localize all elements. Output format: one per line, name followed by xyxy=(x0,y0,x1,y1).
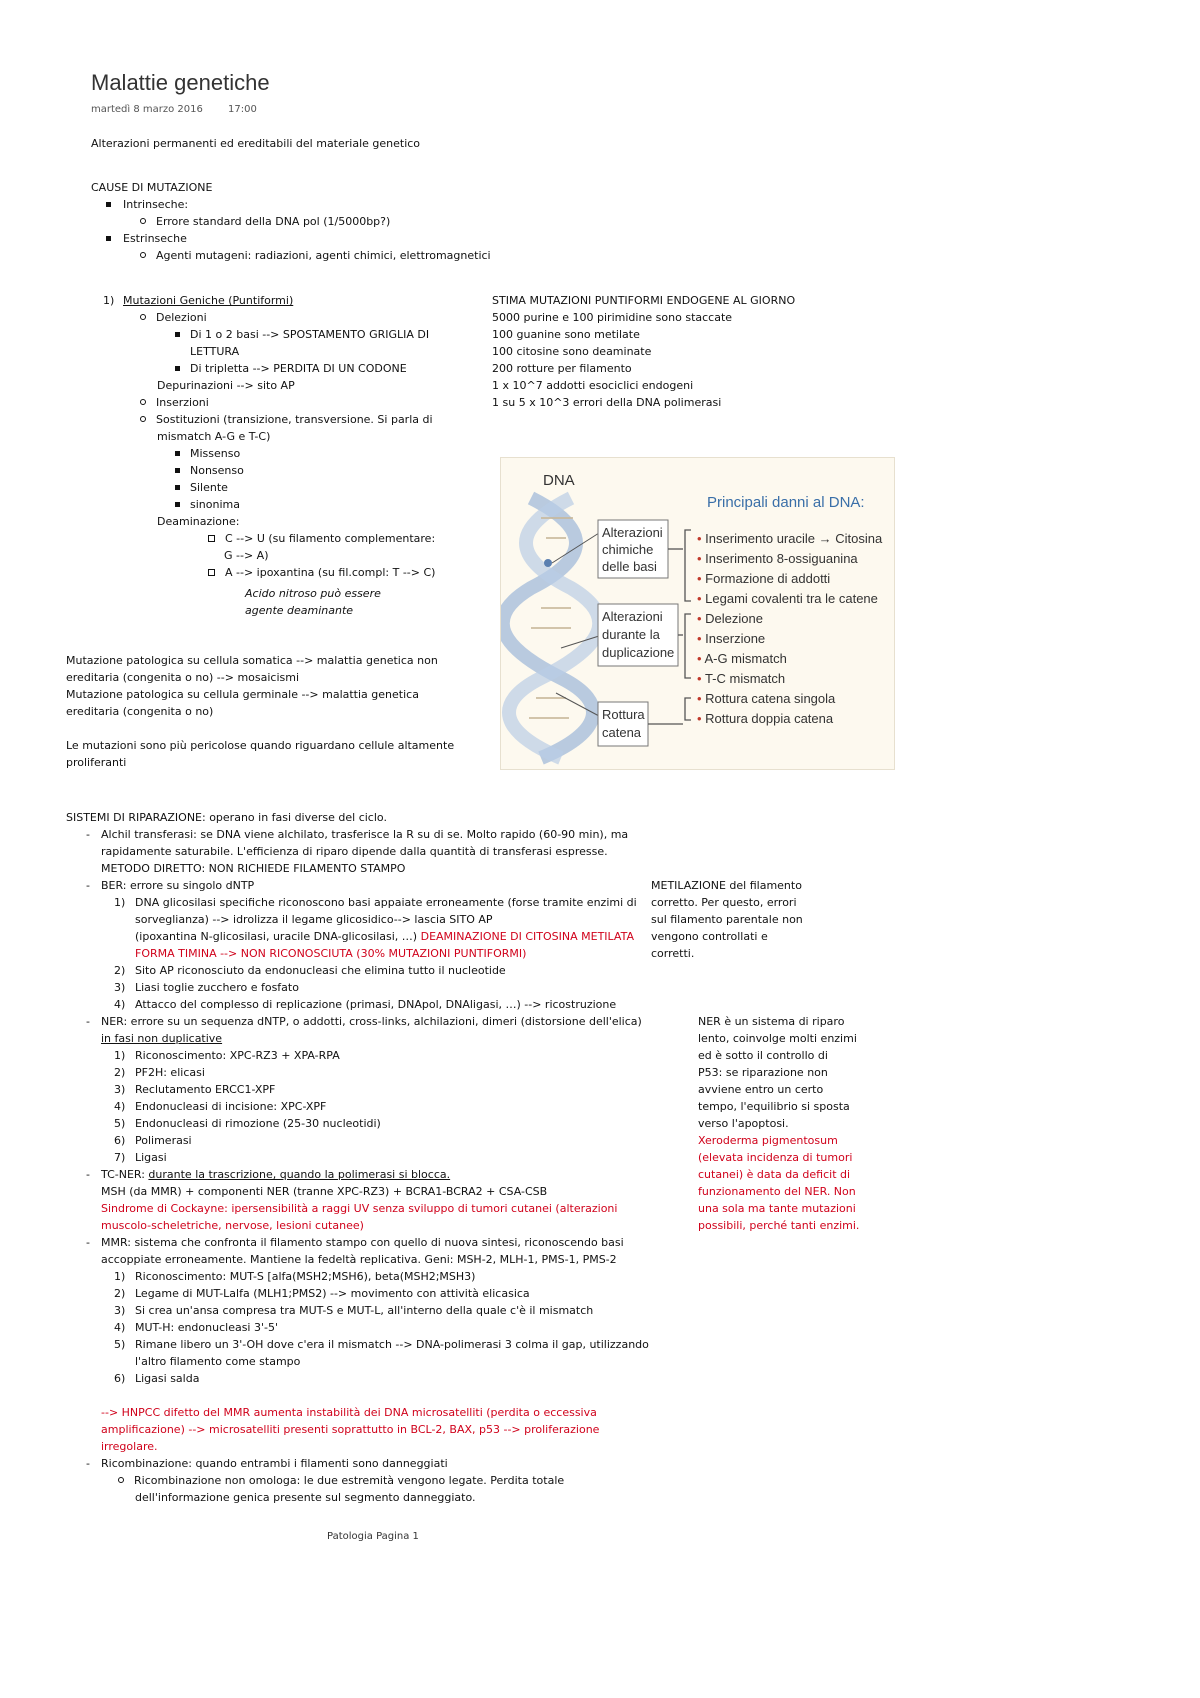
tcner-line-red: muscolo-scheletriche, nervose, lesioni cutanee) xyxy=(101,1219,364,1232)
mmr-item-cont: l'altro filamento come stampo xyxy=(135,1355,301,1368)
square-bullet-icon xyxy=(175,502,180,507)
page-time: 17:00 xyxy=(228,104,257,115)
figure-item: • T-C mismatch xyxy=(697,671,786,686)
dash-bullet: - xyxy=(86,1168,90,1181)
mmr-num: 6) xyxy=(114,1372,126,1385)
causes-heading: CAUSE DI MUTAZIONE xyxy=(91,181,213,194)
ber-line: Sito AP riconosciuto da endonucleasi che elimina tutto il nucleotide xyxy=(135,964,506,977)
geniche-deaminazione: Deaminazione: xyxy=(157,515,240,528)
ner-num: 4) xyxy=(114,1100,126,1113)
causes-estrinseche-item: Agenti mutageni: radiazioni, agenti chimici, elettromagnetici xyxy=(140,247,491,264)
square-bullet-icon xyxy=(175,332,180,337)
figure-item: • Rottura catena singola xyxy=(697,691,836,706)
ner-item: Reclutamento ERCC1-XPF xyxy=(135,1083,276,1096)
ner-num: 5) xyxy=(114,1117,126,1130)
ber-line-red: FORMA TIMINA --> NON RICONOSCIUTA (30% MUTAZIONI PUNTIFORMI) xyxy=(135,947,527,960)
ber-num: 3) xyxy=(114,981,126,994)
square-bullet-icon xyxy=(175,451,180,456)
deam-note-cont: agente deaminante xyxy=(245,604,354,617)
ber-num: 2) xyxy=(114,964,126,977)
side-note-metilazione: METILAZIONE del filamento corretto. Per questo, errori sul filamento parentale non vengono controllati e corretti. xyxy=(651,879,803,960)
ner-item: Riconoscimento: XPC-RZ3 + XPA-RPA xyxy=(135,1049,340,1062)
ricomb-item: Ricombinazione non omologa: le due estremità vengono legate. Perdita totale xyxy=(118,1472,564,1489)
circle-bullet-icon xyxy=(118,1477,124,1483)
stima-line: 100 citosine sono deaminate xyxy=(492,345,652,358)
ner-num: 2) xyxy=(114,1066,126,1079)
ner-num: 1) xyxy=(114,1049,126,1062)
circle-bullet-icon xyxy=(140,399,146,405)
alchil-line: Alchil transferasi: se DNA viene alchilato, trasferisce la R su di se. Molto rapido (60-90 min), ma xyxy=(101,828,629,841)
ner-item: Polimerasi xyxy=(135,1134,192,1147)
deam-item2: A --> ipoxantina (su fil.compl: T --> C) xyxy=(208,564,435,581)
figure-item: • Inserzione xyxy=(697,631,766,646)
deam-note: Acido nitroso può essere xyxy=(245,587,381,600)
stima-line: 100 guanine sono metilate xyxy=(492,328,640,341)
side-note-ner: NER è un sistema di riparo lento, coinvolge molti enzimi ed è sotto il controllo di P53: se riparazione non avviene entro un certo tempo, l'equilibrio si sposta verso l'apoptosi. xyxy=(698,1015,857,1130)
figure-item: • Inserimento uracile → Citosina xyxy=(697,531,883,546)
mmr-line: MMR: sistema che confronta il filamento stampo con quello di nuova sintesi, riconoscendo basi xyxy=(101,1236,624,1249)
hnpcc-line: irregolare. xyxy=(101,1440,158,1453)
geniche-del-item1-cont: LETTURA xyxy=(190,345,240,358)
ner-num: 3) xyxy=(114,1083,126,1096)
geniche-delezioni: Delezioni xyxy=(140,309,207,326)
checkbox-square-icon xyxy=(208,569,215,576)
geniche-del-item2: Di tripletta --> PERDITA DI UN CODONE xyxy=(175,360,407,377)
mmr-item: MUT-H: endonucleasi 3'-5' xyxy=(135,1321,278,1334)
ber-heading: BER: errore su singolo dNTP xyxy=(101,879,255,892)
figure-item: • Rottura doppia catena xyxy=(697,711,834,726)
patologica-line: Mutazione patologica su cellula somatica --> malattia genetica non xyxy=(66,654,438,667)
ner-num: 6) xyxy=(114,1134,126,1147)
dash-bullet: - xyxy=(86,1457,90,1470)
circle-bullet-icon xyxy=(140,218,146,224)
square-bullet-icon xyxy=(175,485,180,490)
alchil-line: rapidamente saturabile. L'efficienza di riparo dipende dalla quantità di transferasi espresse. xyxy=(101,845,608,858)
alchil-line: METODO DIRETTO: NON RICHIEDE FILAMENTO STAMPO xyxy=(101,862,406,875)
figure-dna-label: DNA xyxy=(543,472,575,489)
geniche-del-item1: Di 1 o 2 basi --> SPOSTAMENTO GRIGLIA DI xyxy=(175,326,429,343)
ricomb-line: Ricombinazione: quando entrambi i filamenti sono danneggiati xyxy=(101,1457,448,1470)
ner-line: in fasi non duplicative xyxy=(101,1032,223,1045)
figure-group-break xyxy=(697,689,835,729)
square-bullet-icon xyxy=(106,236,111,241)
stima-line: 5000 purine e 100 pirimidine sono staccate xyxy=(492,311,733,324)
geniche-number: 1) xyxy=(103,294,115,307)
mmr-item: Legame di MUT-Lalfa (MLH1;PMS2) --> movimento con attività elicasica xyxy=(135,1287,530,1300)
sost-item: Missenso xyxy=(175,445,240,462)
figure-group-chemical xyxy=(697,529,882,609)
ner-item: Endonucleasi di incisione: XPC-XPF xyxy=(135,1100,327,1113)
tcner-line: TC-NER: durante la trascrizione, quando la polimerasi si blocca. xyxy=(101,1168,451,1181)
mmr-num: 1) xyxy=(114,1270,126,1283)
mmr-num: 2) xyxy=(114,1287,126,1300)
ner-item: Endonucleasi di rimozione (25-30 nucleotidi) xyxy=(135,1117,381,1130)
hnpcc-line: --> HNPCC difetto del MMR aumenta instabilità dei DNA microsatelliti (perdita o eccessiva xyxy=(101,1406,597,1419)
deam-item1-cont: G --> A) xyxy=(224,549,269,562)
causes-intrinseche-item: Errore standard della DNA pol (1/5000bp?) xyxy=(140,213,390,230)
ner-item: PF2H: elicasi xyxy=(135,1066,205,1079)
geniche-sostituzioni-cont: mismatch A-G e T-C) xyxy=(157,430,271,443)
square-bullet-icon xyxy=(175,468,180,473)
dash-bullet: - xyxy=(86,1015,90,1028)
patologica-line: ereditaria (congenita o no) --> mosaicismi xyxy=(66,671,300,684)
figure-item: • Delezione xyxy=(697,611,763,626)
square-bullet-icon xyxy=(175,366,180,371)
figure-box-chemical: Alterazioni chimiche delle basi xyxy=(602,525,663,574)
page-date: martedì 8 marzo 2016 xyxy=(91,104,203,115)
mmr-num: 3) xyxy=(114,1304,126,1317)
hnpcc-line: amplificazione) --> microsatelliti presenti soprattutto in BCL-2, BAX, p53 --> proliferazione xyxy=(101,1423,600,1436)
ber-line: DNA glicosilasi specifiche riconoscono basi appaiate erroneamente (forse tramite enzimi di xyxy=(135,896,637,909)
mmr-item: Ligasi salda xyxy=(135,1372,200,1385)
intro-text: Alterazioni permanenti ed ereditabili del materiale genetico xyxy=(91,137,421,150)
tcner-line: MSH (da MMR) + componenti NER (tranne XPC-RZ3) + BCRA1-BCRA2 + CSA-CSB xyxy=(101,1185,548,1198)
ber-line: (ipoxantina N-glicosilasi, uracile DNA-glicosilasi, …) DEAMINAZIONE DI CITOSINA METILATA xyxy=(135,930,634,943)
figure-box-duplication: Alterazioni durante la duplicazione xyxy=(602,609,675,660)
ber-line: Liasi toglie zucchero e fosfato xyxy=(135,981,299,994)
ricomb-item-cont: dell'informazione genica presente sul segmento danneggiato. xyxy=(135,1491,476,1504)
figure-box-break: Rottura catena xyxy=(602,707,645,740)
ber-line: Attacco del complesso di replicazione (primasi, DNApol, DNAligasi, …) --> ricostruzione xyxy=(135,998,617,1011)
ber-num: 4) xyxy=(114,998,126,1011)
dash-bullet: - xyxy=(86,828,90,841)
figure-group-duplication xyxy=(697,609,787,689)
dash-bullet: - xyxy=(86,879,90,892)
ner-line: NER: errore su un sequenza dNTP, o addotti, cross-links, alchilazioni, dimeri (distorsione dell'elica) xyxy=(101,1015,642,1028)
figure-item: • A-G mismatch xyxy=(697,651,787,666)
side-note-xeroderma: Xeroderma pigmentosum (elevata incidenza di tumori cutanei) è data da deficit di funzionamento del NER. Non una sola ma tante mutazioni possibili, perché tanti enzimi. xyxy=(698,1134,860,1232)
dash-bullet: - xyxy=(86,1236,90,1249)
tcner-line-red: Sindrome di Cockayne: ipersensibilità a raggi UV senza sviluppo di tumori cutanei (alterazioni xyxy=(101,1202,618,1215)
stima-line: 1 x 10^7 addotti esociclici endogeni xyxy=(492,379,694,392)
mmr-num: 5) xyxy=(114,1338,126,1351)
patologica-line: Mutazione patologica su cellula germinale --> malattia genetica xyxy=(66,688,419,701)
sistemi-heading: SISTEMI DI RIPARAZIONE: operano in fasi diverse del ciclo. xyxy=(66,811,387,824)
dna-damage-figure xyxy=(500,457,895,770)
causes-estrinseche: Estrinseche xyxy=(106,230,187,247)
mmr-line: accoppiate erroneamente. Mantiene la fedeltà replicativa. Geni: MSH-2, MLH-1, PMS-1, PMS-2 xyxy=(101,1253,617,1266)
mmr-item: Rimane libero un 3'-OH dove c'era il mismatch --> DNA-polimerasi 3 colma il gap, utilizzando xyxy=(135,1338,649,1351)
patologica-line: Le mutazioni sono più pericolose quando riguardano cellule altamente xyxy=(66,739,455,752)
geniche-heading: Mutazioni Geniche (Puntiformi) xyxy=(123,294,294,307)
figure-title: Principali danni al DNA: xyxy=(707,494,865,511)
patologica-line: ereditaria (congenita o no) xyxy=(66,705,214,718)
checkbox-square-icon xyxy=(208,535,215,542)
deam-item1: C --> U (su filamento complementare: xyxy=(208,530,435,547)
figure-item: • Legami covalenti tra le catene xyxy=(697,591,878,606)
square-bullet-icon xyxy=(106,202,111,207)
mmr-item: Riconoscimento: MUT-S [alfa(MSH2;MSH6), beta(MSH2;MSH3) xyxy=(135,1270,476,1283)
ner-num: 7) xyxy=(114,1151,126,1164)
page-footer: Patologia Pagina 1 xyxy=(327,1531,419,1542)
circle-bullet-icon xyxy=(140,252,146,258)
geniche-inserzioni: Inserzioni xyxy=(140,394,209,411)
ber-num: 1) xyxy=(114,896,126,909)
ber-line: sorveglianza) --> idrolizza il legame glicosidico--> lascia SITO AP xyxy=(135,913,493,926)
stima-line: 1 su 5 x 10^3 errori della DNA polimerasi xyxy=(492,396,722,409)
mmr-num: 4) xyxy=(114,1321,126,1334)
figure-item: • Formazione di addotti xyxy=(697,571,831,586)
stima-line: 200 rotture per filamento xyxy=(492,362,632,375)
circle-bullet-icon xyxy=(140,416,146,422)
geniche-depurinazioni: Depurinazioni --> sito AP xyxy=(157,379,295,392)
sost-item: sinonima xyxy=(175,496,240,513)
mmr-item: Si crea un'ansa compresa tra MUT-S e MUT-L, all'interno della quale c'è il mismatch xyxy=(135,1304,594,1317)
sost-item: Silente xyxy=(175,479,228,496)
patologica-line: proliferanti xyxy=(66,756,127,769)
stima-heading: STIMA MUTAZIONI PUNTIFORMI ENDOGENE AL GIORNO xyxy=(492,294,796,307)
causes-intrinseche: Intrinseche: xyxy=(106,196,188,213)
sost-item: Nonsenso xyxy=(175,462,244,479)
ner-item: Ligasi xyxy=(135,1151,167,1164)
figure-item: • Inserimento 8-ossiguanina xyxy=(697,551,858,566)
circle-bullet-icon xyxy=(140,314,146,320)
geniche-sostituzioni: Sostituzioni (transizione, transversione. Si parla di xyxy=(140,411,433,428)
page-title: Malattie genetiche xyxy=(91,70,270,95)
